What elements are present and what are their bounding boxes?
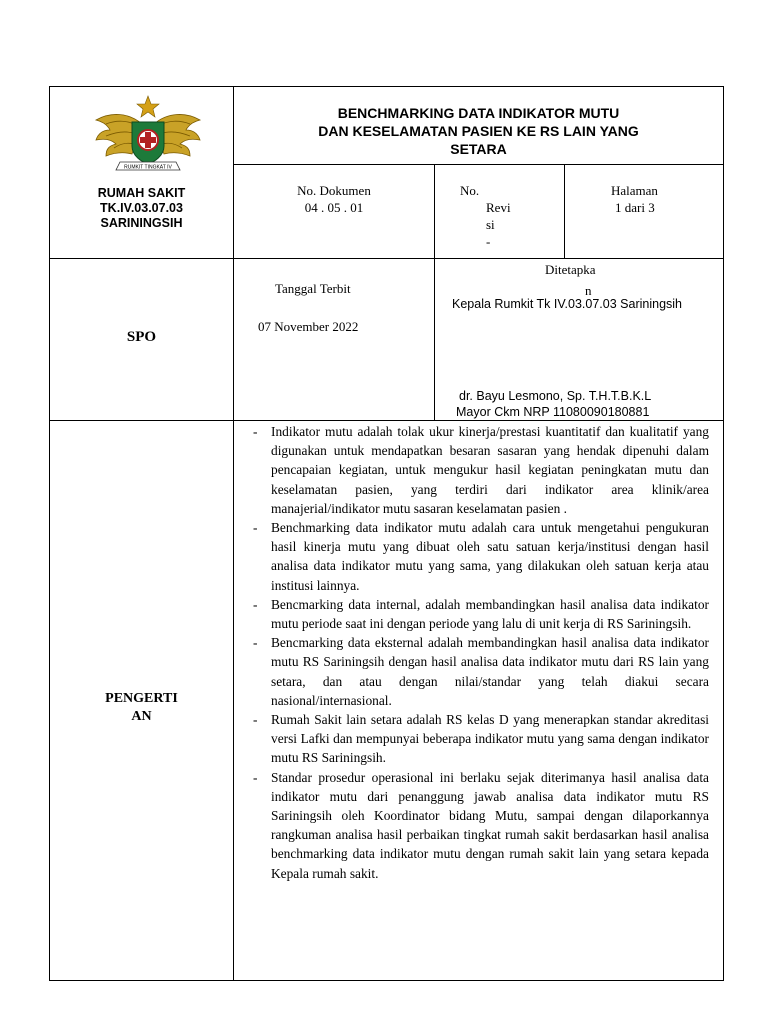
list-item: - Bencmarking data eksternal adalah membandingkan hasil analisa data indikator mutu RS Sariningsih dengan hasil analisa data indikator mutu dari RS lain yang setara, dan atau dengan nilai/standar yang telah diakui secara nasional/internasional. — [253, 635, 709, 708]
row-divider-2 — [49, 420, 724, 421]
logo-ribbon-text: RUMKIT TINGKAT IV — [124, 164, 172, 171]
no-dokumen-label: No. Dokumen — [297, 183, 371, 198]
no-dokumen-value: 04 . 05 . 01 — [304, 200, 364, 215]
hospital-name — [50, 186, 233, 231]
pengertian-content — [253, 422, 709, 883]
halaman-cell — [565, 182, 723, 216]
list-item-text: Indikator mutu adalah tolak ukur kinerja/prestasi kuantitatif dan kualitatif yang digunakan untuk mendapatkan besaran sasaran yang hendak dipenuhi dalam pencapaian kegiatan, untuk mengukur hasil kegiatan peningkatan mutu dan keselamatan pasien, yang terdiri dari indikator area klinik/area manajerial/indikator mutu sasaran keselamatan pasien . — [271, 424, 709, 516]
title-divider — [233, 164, 724, 165]
ditetapkan-line-1: Ditetapka — [545, 262, 596, 277]
pengertian-label-line-2: AN — [131, 709, 152, 724]
list-item: - Rumah Sakit lain setara adalah RS kelas D yang menerapkan standar akreditasi versi Lafki dan mempunyai beberapa indikator mutu yang sama dengan indikator mutu RS Sariningsih. — [253, 712, 709, 766]
signatory-name: dr. Bayu Lesmono, Sp. T.H.T.B.K.L — [459, 389, 652, 403]
hospital-name-line-3: SARININGSIH — [100, 216, 183, 230]
kepala-rumkit: Kepala Rumkit Tk IV.03.07.03 Sariningsih — [452, 297, 682, 311]
tanggal-terbit-value: 07 November 2022 — [258, 319, 359, 334]
halaman-value: 1 dari 3 — [615, 200, 655, 215]
tanggal-terbit-label: Tanggal Terbit — [275, 281, 351, 296]
list-item: - Bencmarking data internal, adalah membandingkan hasil analisa data indikator mutu periode saat ini dengan periode yang lalu di unit kerja di RS Sariningsih. — [253, 596, 709, 632]
no-revisi-cell — [460, 182, 560, 250]
row-divider-1 — [49, 258, 724, 259]
title-line-1: BENCHMARKING DATA INDIKATOR MUTU — [337, 105, 620, 121]
list-item-text: Bencmarking data internal, adalah membandingkan hasil analisa data indikator mutu periode saat ini dengan periode yang lalu di unit kerja di RS Sariningsih. — [271, 596, 709, 632]
pengertian-list — [253, 422, 709, 883]
title-line-2: DAN KESELAMATAN PASIEN KE RS LAIN YANG — [318, 123, 639, 139]
list-item-text: Rumah Sakit lain setara adalah RS kelas D yang menerapkan standar akreditasi versi Lafki dan mempunyai beberapa indikator mutu yang sama dengan indikator mutu RS Sariningsih. — [271, 712, 709, 766]
table-border-bottom — [49, 980, 724, 981]
ditetapkan-label — [545, 261, 596, 299]
spo-label: SPO — [126, 329, 157, 345]
list-item-text: Standar prosedur operasional ini berlaku sejak diterimanya hasil analisa data indikator mutu dari penanggung jawab analisa data indikator mutu RS Sariningsih oleh Koordinator bidang Mutu, sampai dengan dilaporkannya rangkuman analisa hasil perbaikan tingkat rumah sakit berdasarkan hasil analisa benchmarking data indikator mutu dengan rumah sakit lain yang setara kepada Kepala rumah sakit. — [271, 769, 709, 881]
no-revisi-label-1: No. — [460, 183, 480, 198]
no-revisi-label-3: si — [486, 217, 495, 232]
pengertian-label-line-1: PENGERTI — [105, 691, 178, 706]
column-divider-main — [233, 86, 234, 981]
document-title — [234, 104, 723, 158]
list-item: - Indikator mutu adalah tolak ukur kinerja/prestasi kuantitatif dan kualitatif yang digunakan untuk mendapatkan besaran sasaran yang hendak dipenuhi dalam pencapaian kegiatan, untuk mengukur hasil kegiatan peningkatan mutu dan keselamatan pasien, yang terdiri dari indikator area klinik/area manajerial/indikator mutu sasaran keselamatan pasien . — [253, 424, 709, 516]
pengertian-label — [50, 690, 233, 726]
list-item-text: Benchmarking data indikator mutu adalah cara untuk mengetahui pengukuran hasil kinerja mutu yang dibuat oleh satu satuan kerja/institusi dengan hasil analisa data indikator mutu yang sama, yang dilakukan oleh satuan kerja atau institusi lainnya. — [271, 520, 709, 593]
doc-info-divider-1 — [434, 164, 435, 258]
title-line-3: SETARA — [450, 141, 507, 157]
spo-divider — [434, 258, 435, 420]
table-border-top — [49, 86, 724, 87]
no-revisi-label-2: Revi — [486, 200, 511, 215]
table-border-right — [723, 86, 724, 981]
hospital-logo — [92, 94, 204, 176]
no-revisi-value: - — [486, 234, 491, 249]
hospital-name-line-2: TK.IV.03.07.03 — [100, 201, 183, 215]
list-item: - Standar prosedur operasional ini berlaku sejak diterimanya hasil analisa data indikator mutu dari penanggung jawab analisa data indikator mutu RS Sariningsih oleh Koordinator bidang Mutu, sampai dengan dilaporkannya rangkuman analisa hasil perbaikan tingkat rumah sakit berdasarkan hasil analisa benchmarking data indikator mutu dengan rumah sakit lain yang setara kepada Kepala rumah sakit. — [253, 769, 709, 881]
list-item-text: Bencmarking data eksternal adalah membandingkan hasil analisa data indikator mutu RS Sariningsih dengan hasil analisa data indikator mutu dari RS lain yang setara, dan atau dengan nilai/standar yang telah diakui secara nasional/internasional. — [271, 635, 709, 708]
ditetapkan-line-2: n — [585, 283, 592, 298]
list-item: - Benchmarking data indikator mutu adalah cara untuk mengetahui pengukuran hasil kinerja mutu yang dibuat oleh satu satuan kerja/institusi dengan hasil analisa data indikator mutu yang sama, yang dilakukan oleh satuan kerja atau institusi lainnya. — [253, 520, 709, 593]
hospital-name-line-1: RUMAH SAKIT — [97, 186, 186, 200]
halaman-label: Halaman — [611, 183, 658, 198]
no-dokumen-cell — [234, 182, 434, 216]
signatory-rank: Mayor Ckm NRP 11080090180881 — [456, 405, 650, 419]
